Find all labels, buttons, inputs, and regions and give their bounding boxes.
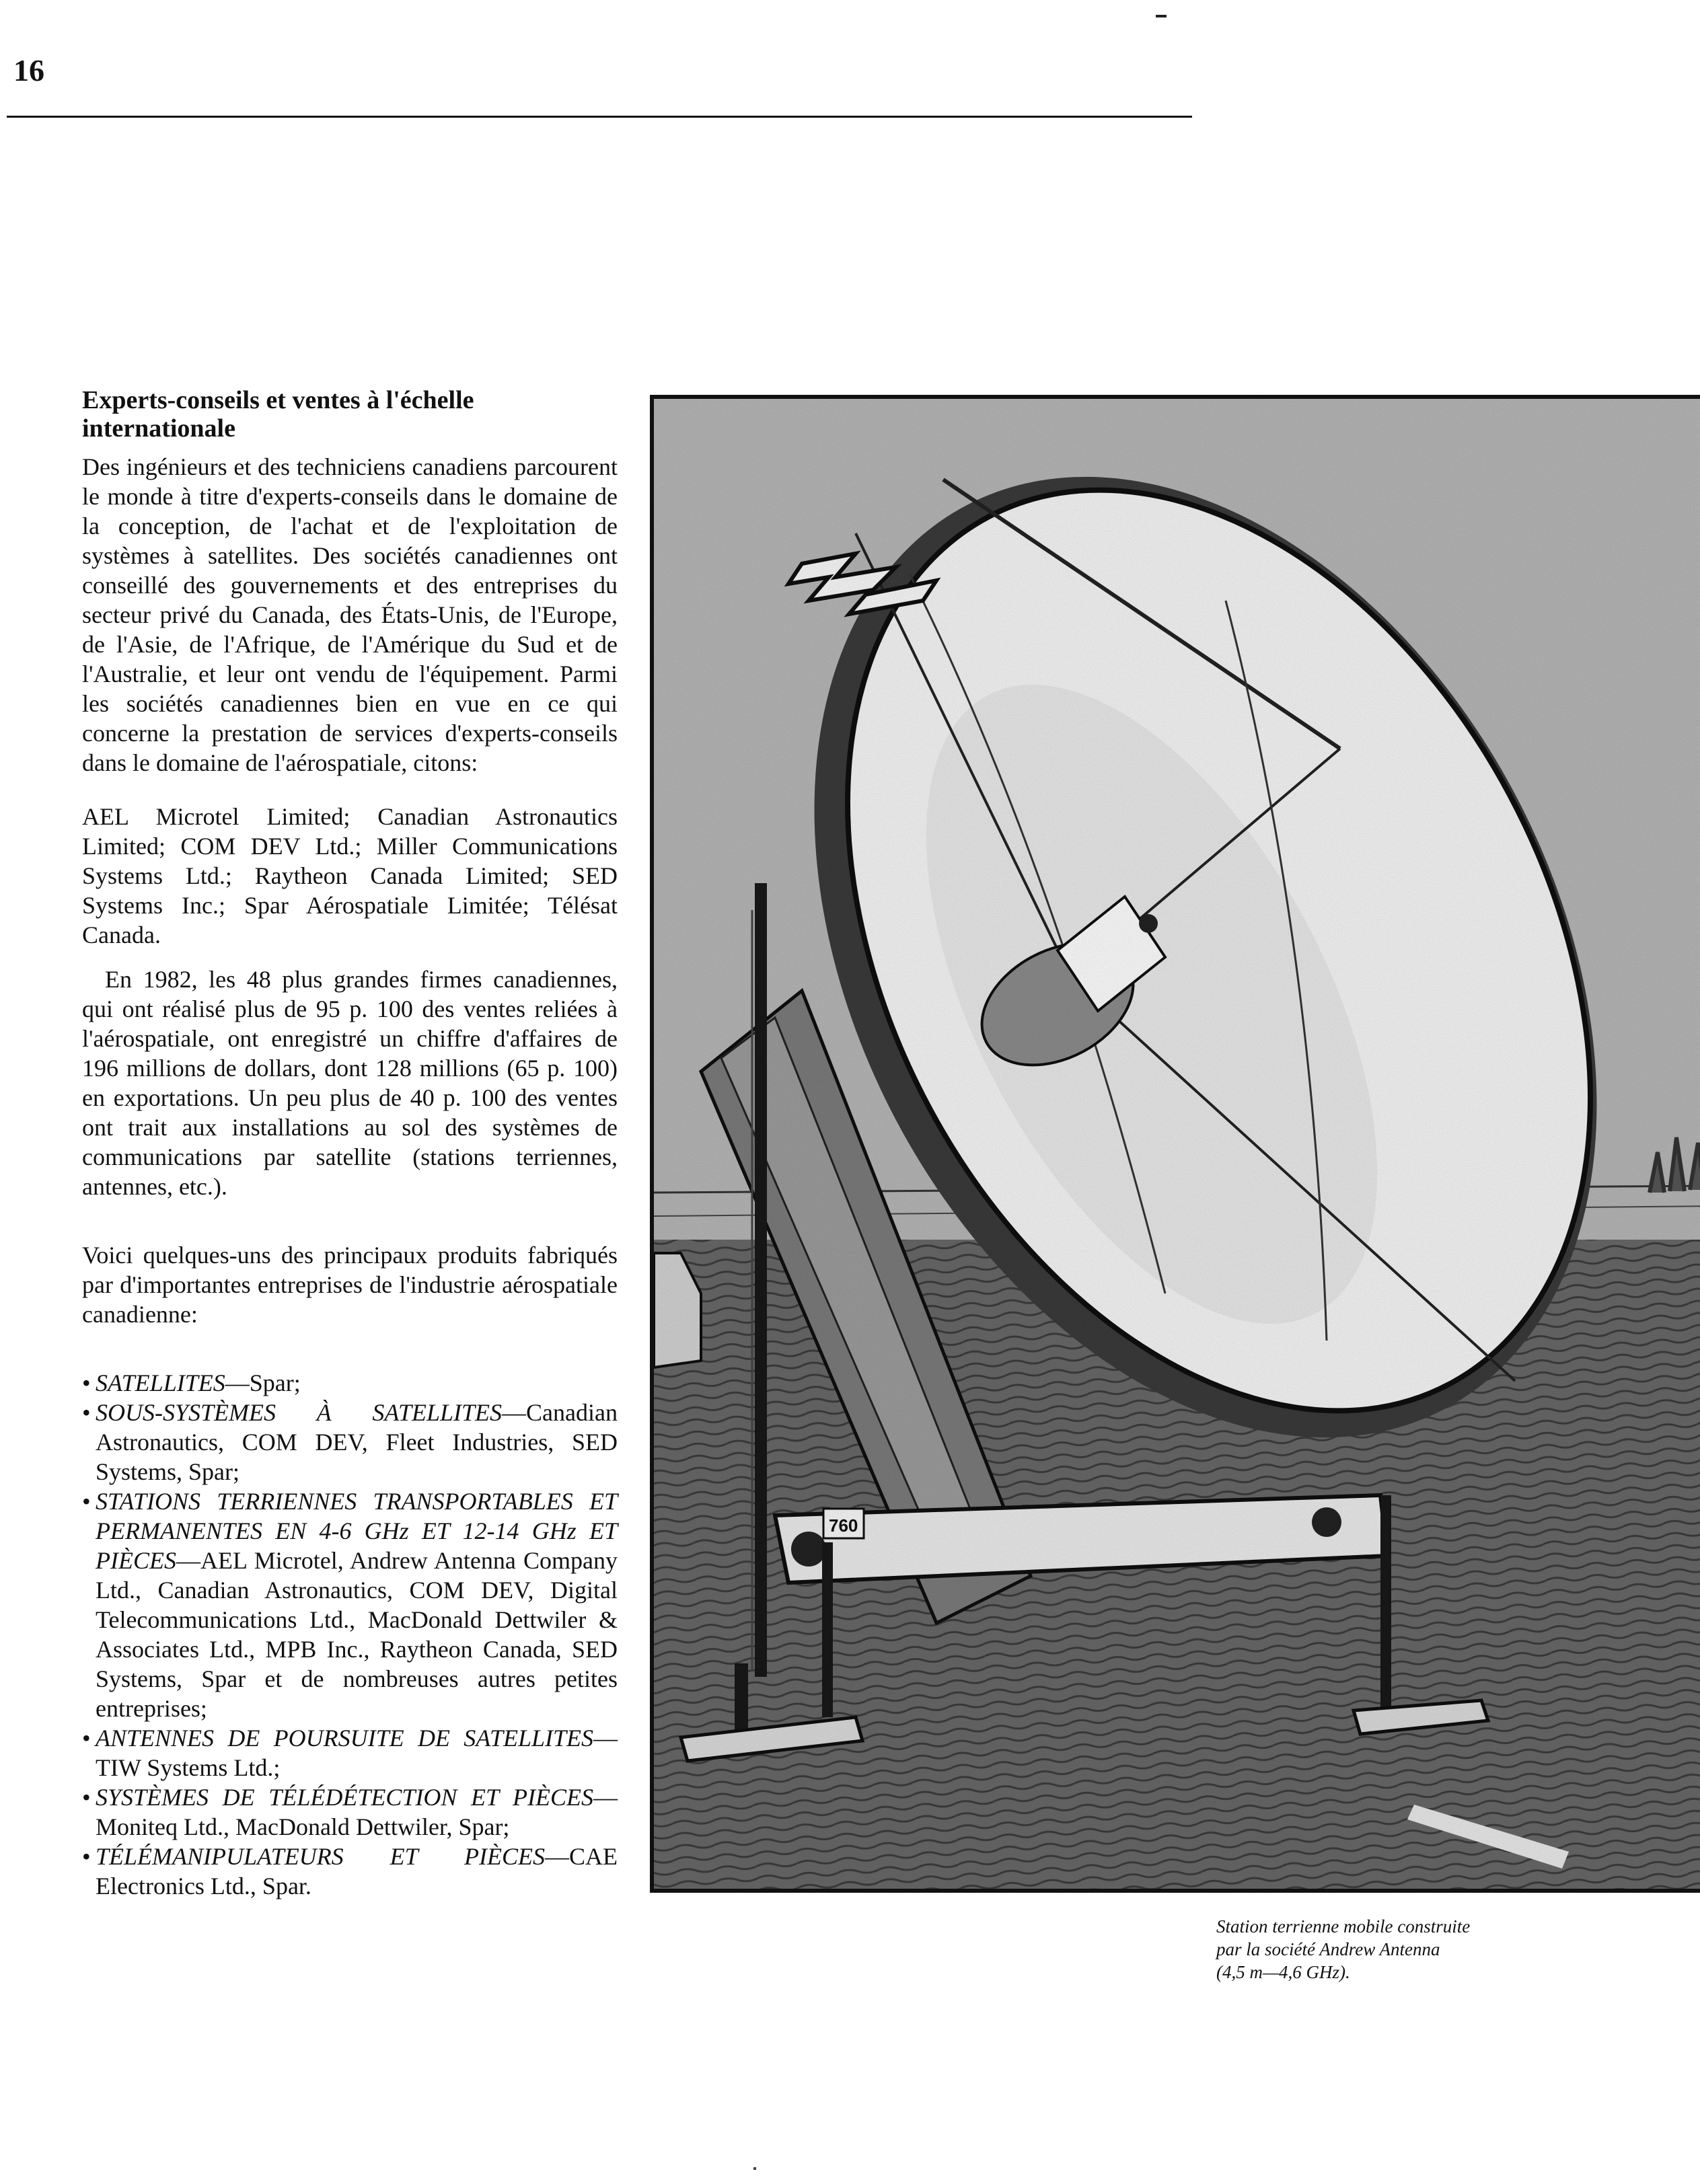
product-makers: Spar; [249, 1369, 301, 1396]
list-item: • ANTENNES DE POURSUITE DE SATELLITES—TIW Systems Ltd.; [82, 1723, 618, 1782]
text-column [82, 386, 618, 1901]
plate-number: 760 [829, 1515, 858, 1536]
product-makers: TIW Systems Ltd.; [96, 1754, 281, 1781]
list-item: • TÉLÉMANIPULATEURS ET PIÈCES—CAE Electronics Ltd., Spar. [82, 1842, 618, 1901]
caption-line: (4,5 m—4,6 GHz). [1216, 1962, 1350, 1982]
product-list [82, 1368, 618, 1901]
product-makers: Moniteq Ltd., MacDonald Dettwiler, Spar; [96, 1813, 510, 1840]
product-makers: AEL Microtel, Andrew Antenna Company Ltd., Canadian Astronautics, COM DEV, Digital Telecommunications Ltd., MacDonald Dettwiler & Associates Ltd., MPB Inc., Raytheon Canada, SED Systems, Spar et de nombreuses autres petites entreprises; [96, 1547, 618, 1722]
product-makers: Canadian Astronautics, COM DEV, Fleet Industries, SED Systems, Spar; [96, 1399, 618, 1485]
header-rule [7, 116, 1192, 118]
product-name: SYSTÈMES DE TÉLÉDÉTECTION ET PIÈCES [96, 1784, 593, 1811]
list-item: • SOUS-SYSTÈMES À SATELLITES—Canadian Astronautics, COM DEV, Fleet Industries, SED Systems, Spar; [82, 1398, 618, 1486]
satellite-dish-illustration [654, 399, 1700, 1889]
caption-line: par la société Andrew Antenna [1216, 1939, 1440, 1959]
earth-station-photo [650, 395, 1700, 1893]
product-name: TÉLÉMANIPULATEURS ET PIÈCES [96, 1843, 545, 1870]
scan-mark [753, 2167, 756, 2170]
product-name: SATELLITES [96, 1369, 225, 1396]
list-intro: Voici quelques-uns des principaux produits fabriqués par d'importantes entreprises de l'industrie aérospatiale canadienne: [82, 1242, 618, 1328]
product-name: STATIONS TERRIENNES TRANSPORTABLES ET PERMANENTES EN 4-6 GHz ET 12-14 GHz ET PIÈCES [96, 1488, 618, 1574]
list-item: • SYSTÈMES DE TÉLÉDÉTECTION ET PIÈCES—Moniteq Ltd., MacDonald Dettwiler, Spar; [82, 1782, 618, 1842]
list-item: • SATELLITES—Spar; [82, 1368, 618, 1398]
page-number: 16 [13, 53, 44, 87]
caption-line: Station terrienne mobile construite [1216, 1916, 1471, 1936]
product-name: SOUS-SYSTÈMES À SATELLITES [96, 1399, 503, 1426]
figure-caption [1216, 1915, 1566, 1984]
sales-paragraph: En 1982, les 48 plus grandes firmes canadiennes, qui ont réalisé plus de 95 p. 100 des ventes reliées à l'aérospatiale, ont enregistré un chiffre d'affaires de 196 millions de dollars, dont 128 millions (65 p. 100) en exportations. Un peu plus de 40 p. 100 des ventes ont trait aux installations au sol des systèmes de communications par satellite (stations terriennes, antennes, etc.). [82, 966, 618, 1200]
companies-paragraph: AEL Microtel Limited; Canadian Astronautics Limited; COM DEV Ltd.; Miller Communications Systems Ltd.; Raytheon Canada Limited; SED Systems Inc.; Spar Aérospatiale Limitée; Télésat Canada. [82, 803, 618, 948]
scan-mark [1156, 15, 1167, 17]
product-makers: CAE Electronics Ltd., Spar. [96, 1843, 618, 1899]
product-name: ANTENNES DE POURSUITE DE SATELLITES [96, 1725, 593, 1752]
intro-paragraph: Des ingénieurs et des techniciens canadiens parcourent le monde à titre d'experts-conseils dans le domaine de la conception, de l'achat et de l'exploitation de systèmes à satellites. Des sociétés canadiennes ont conseillé des gouvernements et des entreprises du secteur privé du Canada, des États-Unis, de l'Europe, de l'Asie, de l'Afrique, de l'Amérique du Sud et de l'Australie, et leur ont vendu de l'équipement. Parmi les sociétés canadiennes bien en vue en ce qui concerne la prestation de services d'experts-conseils dans le domaine de l'aérospatiale, citons: [82, 453, 618, 776]
list-item: • STATIONS TERRIENNES TRANSPORTABLES ET PERMANENTES EN 4-6 GHz ET 12-14 GHz ET PIÈCES—AEL Microtel, Andrew Antenna Company Ltd., Canadian Astronautics, COM DEV, Digital Telecommunications Ltd., MacDonald Dettwiler & Associates Ltd., MPB Inc., Raytheon Canada, SED Systems, Spar et de nombreuses autres petites entreprises; [82, 1486, 618, 1723]
section-heading: Experts-conseils et ventes à l'échelle internationale [82, 386, 474, 443]
